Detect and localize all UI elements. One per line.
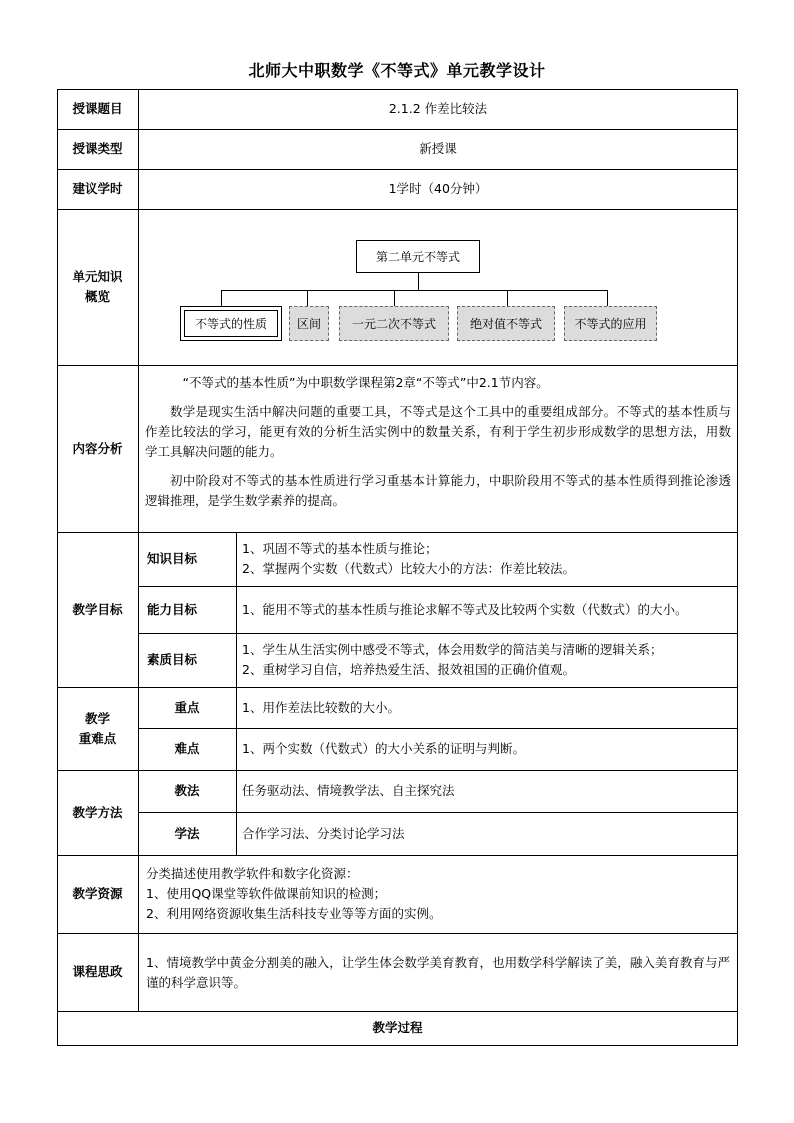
teaching-resources-label: 教学资源 [72,886,123,901]
difficult-point-label: 难点 [174,741,200,756]
diagram-branch-absolute: 绝对值不等式 [457,306,555,341]
resources-line-2: 1、使用QQ课堂等软件做课前知识的检测； [146,886,387,901]
diagram-branch-properties: 不等式的性质 [180,306,282,341]
content-analysis-body [138,365,738,532]
resources-line-1: 分类描述使用教学软件和数字化资源： [146,866,359,881]
teaching-methods-label: 教学方法 [72,804,123,820]
suggested-hours-label: 建议学时 [72,181,123,196]
course-type-label: 授课类型 [72,141,123,156]
ideology-content: 1、情境教学中黄金分割美的融入，让学生体会数学美育教育，也用数学科学解读了美，融入美育教育与严谨的科学意识等。 [146,955,730,990]
page-title: 北师大中职数学《不等式》单元教学设计 [248,61,546,80]
content-paragraph-1: “不等式的基本性质”为中职数学课程第2章“不等式”中2.1节内容。 [182,375,549,390]
diagram-branch-application: 不等式的应用 [564,306,657,341]
key-point-value: 1、用作差法比较数的大小。 [242,699,400,715]
knowledge-goal-content [236,532,738,586]
unit-overview-label-line1: 单元知识 [72,269,123,284]
knowledge-goal-line-1: 1、巩固不等式的基本性质与推论； [242,541,438,556]
content-analysis-label: 内容分析 [72,440,123,456]
ability-goal-line-1: 1、能用不等式的基本性质与推论求解不等式及比较两个实数（代数式）的大小。 [242,601,688,617]
unit-overview-label [57,209,138,365]
diagram-branch-quadratic: 一元二次不等式 [339,306,449,341]
teach-method-value: 任务驱动法、情境教学法、自主探究法 [242,783,455,798]
difficult-point-value: 1、两个实数（代数式）的大小关系的证明与判断。 [242,741,525,756]
ideology-label: 课程思政 [72,964,123,979]
course-topic-label: 授课题目 [72,101,123,116]
resources-line-3: 2、利用网络资源收集生活科技专业等等方面的实例。 [146,906,442,921]
learn-method-label: 学法 [174,825,200,841]
ability-goal-label: 能力目标 [147,601,198,617]
diagram-root-node: 第二单元不等式 [356,240,480,273]
diagram-branch-interval: 区间 [289,306,329,341]
course-type-value: 新授课 [419,141,457,156]
key-point-label: 重点 [174,699,200,715]
quality-goal-line-2: 2、重树学习自信，培养热爱生活、报效祖国的正确价值观。 [242,662,575,677]
key-difficult-label-line2: 重难点 [78,730,117,746]
key-difficult-label-line1: 教学 [84,710,110,726]
content-paragraph-3: 初中阶段对不等式的基本性质进行学习重基本计算能力，中职阶段用不等式的基本性质得到推论渗透逻辑推理，是学生数学素养的提高。 [145,473,731,508]
ability-goal-content [236,586,738,633]
knowledge-goal-line-2: 2、掌握两个实数（代数式）比较大小的方法：作差比较法。 [242,561,575,576]
knowledge-goal-label: 知识目标 [147,551,198,566]
teaching-resources-content [138,855,738,933]
quality-goal-content [236,633,738,687]
learn-method-value: 合作学习法、分类讨论学习法 [242,825,405,841]
teaching-process-header: 教学过程 [372,1020,423,1035]
teaching-goals-label: 教学目标 [72,601,123,617]
teach-method-label: 教法 [174,783,200,798]
suggested-hours-value: 1学时（40分钟） [388,181,488,196]
content-paragraph-2: 数学是现实生活中解决问题的重要工具，不等式是这个工具中的重要组成部分。不等式的基本性质与作差比较法的学习，能更有效的分析生活实例中的数量关系，有利于学生初步形成数学的思想方法，用数学工具解决问题的能力。 [145,404,731,459]
quality-goal-line-1: 1、学生从生活实例中感受不等式，体会用数学的简洁美与清晰的逻辑关系； [242,642,663,657]
unit-overview-label-line2: 概览 [84,289,110,304]
course-topic-value: 2.1.2 作差比较法 [388,101,488,116]
key-difficult-label [57,687,138,770]
quality-goal-label: 素质目标 [147,652,198,667]
